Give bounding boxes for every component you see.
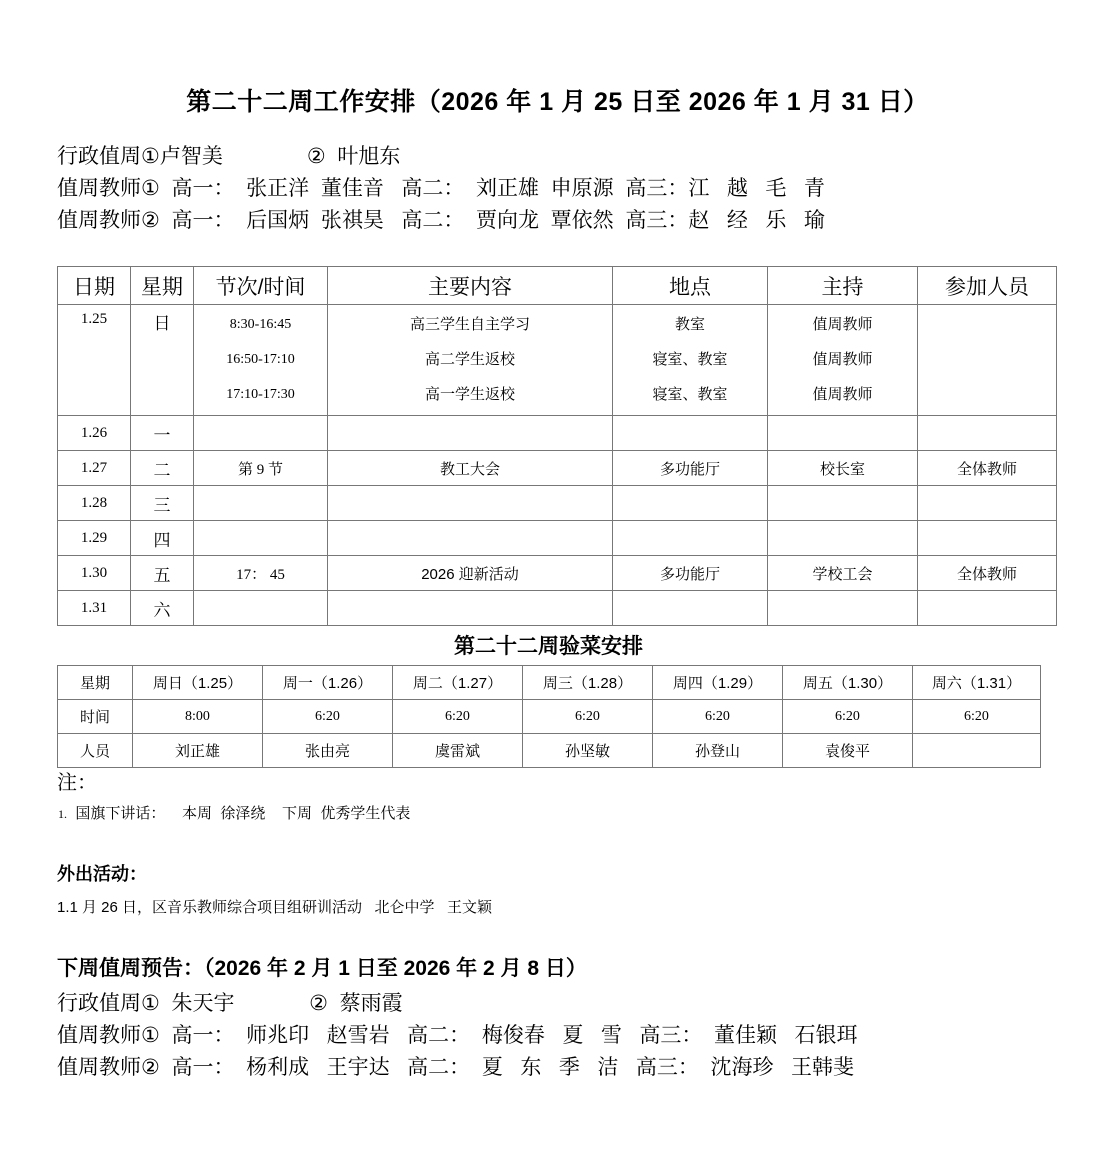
veg-section-title: 第二十二周验菜安排	[454, 635, 643, 658]
time-entry: 17:10-17:30	[226, 386, 295, 402]
veg-day-header: 周日（1.25）	[133, 666, 263, 700]
veg-inspection-table	[57, 665, 1041, 768]
veg-day-header: 周四（1.29）	[653, 666, 783, 700]
cell-main-content: 2026 迎新活动	[328, 556, 613, 591]
cell-main-content	[328, 486, 613, 521]
column-header-date: 日期	[58, 267, 131, 305]
time-entry: 8:30-16:45	[229, 317, 292, 333]
veg-time-cell: 6:20	[913, 700, 1041, 734]
veg-weekday-row	[58, 666, 1041, 700]
column-header-main-content: 主要内容	[328, 267, 613, 305]
cell-location	[613, 591, 768, 626]
cell-weekday: 四	[131, 521, 194, 556]
note-number: 1.	[58, 807, 67, 821]
preview-teacher-duty-line-1: 值周教师① 高一： 师兆印 赵雪岩 高二： 梅俊春 夏 雪 高三： 董佳颖 石银珥	[57, 1024, 858, 1047]
cell-date: 1.30	[58, 556, 131, 591]
cell-date: 1.27	[58, 451, 131, 486]
column-header-location: 地点	[613, 267, 768, 305]
content-entry: 高三学生自主学习	[409, 316, 530, 334]
table-row	[58, 556, 1057, 591]
table-row	[58, 416, 1057, 451]
veg-person-cell: 孙登山	[653, 734, 783, 768]
cell-period-time: 第 9 节	[194, 451, 328, 486]
cell-weekday: 五	[131, 556, 194, 591]
cell-main-content	[328, 416, 613, 451]
cell-period-time	[194, 591, 328, 626]
table-row	[58, 451, 1057, 486]
veg-person-row	[58, 734, 1041, 768]
veg-person-cell: 孙坚敏	[523, 734, 653, 768]
cell-weekday: 一	[131, 416, 194, 451]
cell-date: 1.28	[58, 486, 131, 521]
cell-weekday: 三	[131, 486, 194, 521]
cell-date: 1.26	[58, 416, 131, 451]
note-text: 国旗下讲话： 本周 徐泽绕 下周 优秀学生代表	[67, 805, 411, 822]
host-entry: 值周教师	[812, 350, 873, 368]
time-entry: 16:50-17:10	[226, 351, 295, 367]
cell-main-content	[328, 305, 613, 416]
schedule-table	[57, 266, 1057, 626]
cell-location	[613, 305, 768, 416]
cell-participants	[918, 521, 1057, 556]
host-entry: 值周教师	[812, 316, 873, 334]
veg-time-cell: 6:20	[783, 700, 913, 734]
cell-participants	[918, 591, 1057, 626]
admin-duty-line: 行政值周①卢智美 ② 叶旭东	[57, 145, 401, 168]
outing-section-title: 外出活动：	[57, 864, 147, 884]
location-entry: 寝室、教室	[652, 350, 728, 368]
page-title: 第二十二周工作安排（2026 年 1 月 25 日至 2026 年 1 月 31 日）	[186, 88, 929, 116]
cell-host	[768, 305, 918, 416]
veg-day-header: 周二（1.27）	[393, 666, 523, 700]
cell-host	[768, 591, 918, 626]
veg-day-header: 周一（1.26）	[263, 666, 393, 700]
cell-host: 校长室	[768, 451, 918, 486]
cell-period-time	[194, 416, 328, 451]
preview-duty-block	[57, 988, 1057, 1084]
outing-item: 1.1 月 26 日，区音乐教师综合项目组研训活动 北仑中学 王文颖	[57, 899, 493, 916]
row-label-time: 时间	[58, 700, 133, 734]
cell-location: 多功能厅	[613, 556, 768, 591]
teacher-duty-line-1: 值周教师① 高一： 张正洋 董佳音 高二： 刘正雄 申原源 高三：江 越 毛 青	[57, 177, 825, 200]
cell-location	[613, 486, 768, 521]
cell-participants: 全体教师	[918, 556, 1057, 591]
note-item	[58, 802, 410, 823]
column-header-weekday: 星期	[131, 267, 194, 305]
cell-period-time	[194, 486, 328, 521]
column-header-participants: 参加人员	[918, 267, 1057, 305]
veg-time-row	[58, 700, 1041, 734]
cell-main-content	[328, 521, 613, 556]
column-header-host: 主持	[768, 267, 918, 305]
veg-person-cell: 虞雷斌	[393, 734, 523, 768]
veg-person-cell: 刘正雄	[133, 734, 263, 768]
cell-host	[768, 486, 918, 521]
cell-host	[768, 416, 918, 451]
preview-teacher-duty-line-2: 值周教师② 高一： 杨利成 王宇达 高二： 夏 东 季 洁 高三： 沈海珍 王韩斐	[57, 1056, 855, 1079]
cell-weekday: 六	[131, 591, 194, 626]
veg-person-cell: 张由亮	[263, 734, 393, 768]
veg-time-cell: 6:20	[653, 700, 783, 734]
veg-person-cell	[913, 734, 1041, 768]
cell-period-time: 17： 45	[194, 556, 328, 591]
schedule-table-body	[58, 305, 1057, 626]
column-header-period-time: 节次/时间	[194, 267, 328, 305]
cell-period-time	[194, 305, 328, 416]
location-entry: 教室	[674, 316, 705, 334]
veg-day-header: 周六（1.31）	[913, 666, 1041, 700]
host-entry: 值周教师	[812, 385, 873, 403]
cell-participants	[918, 486, 1057, 521]
veg-time-cell: 6:20	[393, 700, 523, 734]
cell-location	[613, 521, 768, 556]
cell-period-time	[194, 521, 328, 556]
table-row	[58, 521, 1057, 556]
cell-weekday: 二	[131, 451, 194, 486]
cell-main-content: 教工大会	[328, 451, 613, 486]
table-row	[58, 305, 1057, 416]
cell-date: 1.29	[58, 521, 131, 556]
veg-time-cell: 6:20	[523, 700, 653, 734]
cell-host: 学校工会	[768, 556, 918, 591]
cell-participants	[918, 416, 1057, 451]
cell-main-content	[328, 591, 613, 626]
teacher-duty-line-2: 值周教师② 高一： 后国炳 张祺昊 高二： 贾向龙 覃依然 高三：赵 经 乐 瑜	[57, 209, 825, 232]
content-entry: 高二学生返校	[424, 350, 515, 368]
row-label-weekday: 星期	[58, 666, 133, 700]
preview-admin-duty-line: 行政值周① 朱天宇 ② 蔡雨霞	[57, 992, 403, 1015]
duty-header-block	[57, 141, 1057, 237]
cell-host	[768, 521, 918, 556]
cell-participants	[918, 305, 1057, 416]
veg-time-cell: 8:00	[133, 700, 263, 734]
veg-time-cell: 6:20	[263, 700, 393, 734]
row-label-person: 人员	[58, 734, 133, 768]
table-row	[58, 591, 1057, 626]
veg-day-header: 周三（1.28）	[523, 666, 653, 700]
notes-label: 注：	[57, 772, 97, 794]
preview-section-title: 下周值周预告：（2026 年 2 月 1 日至 2026 年 2 月 8 日）	[57, 957, 587, 980]
cell-date: 1.31	[58, 591, 131, 626]
cell-location: 多功能厅	[613, 451, 768, 486]
cell-participants: 全体教师	[918, 451, 1057, 486]
cell-date: 1.25	[58, 305, 131, 416]
table-row	[58, 486, 1057, 521]
veg-day-header: 周五（1.30）	[783, 666, 913, 700]
schedule-header-row	[58, 267, 1057, 305]
content-entry: 高一学生返校	[424, 385, 515, 403]
cell-weekday: 日	[131, 305, 194, 416]
location-entry: 寝室、教室	[652, 385, 728, 403]
veg-person-cell: 袁俊平	[783, 734, 913, 768]
cell-location	[613, 416, 768, 451]
